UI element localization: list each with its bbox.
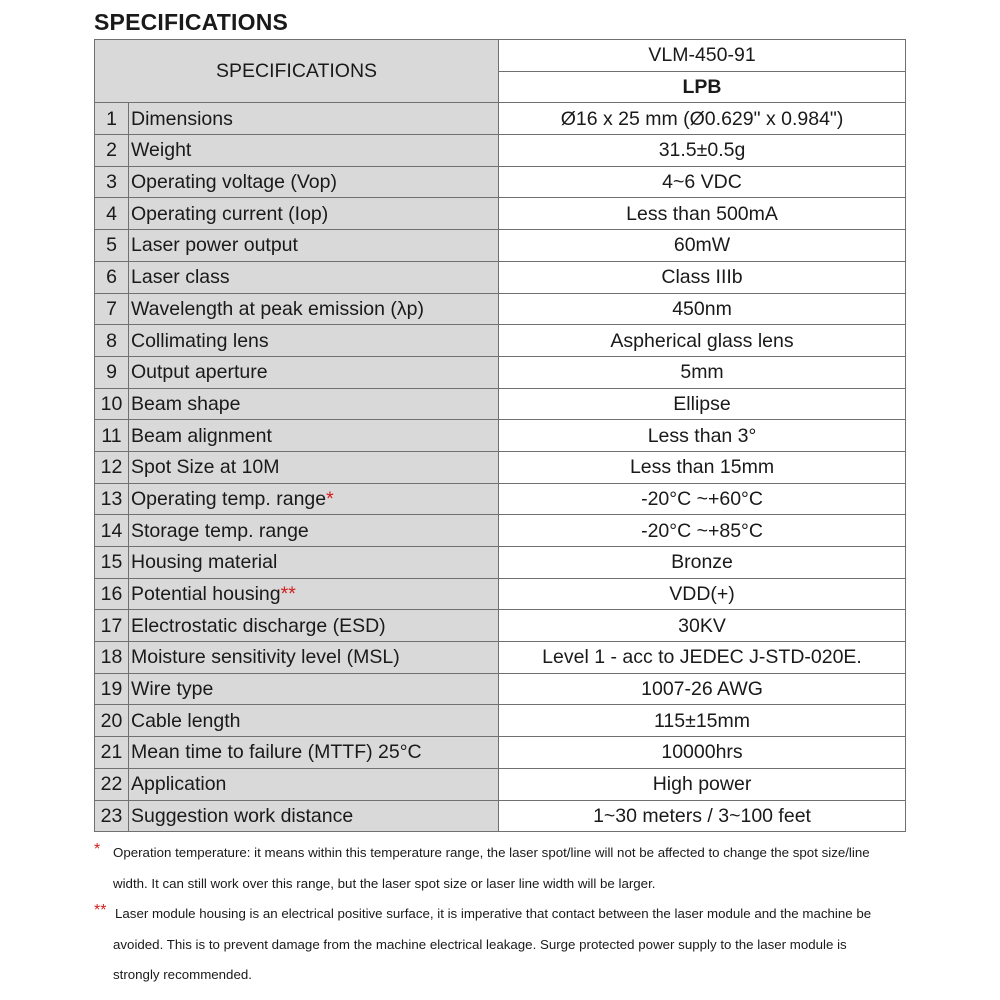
parameter-label: Beam alignment [131,424,272,447]
parameter-value: 4~6 VDC [499,166,906,198]
table-row [95,610,906,642]
row-number: 8 [95,325,129,357]
parameter-value: 1007-26 AWG [499,673,906,705]
row-number: 7 [95,293,129,325]
parameter-label: Collimating lens [131,329,269,352]
row-number: 3 [95,166,129,198]
double-asterisk-mark: ** [94,902,107,919]
parameter-name [129,198,499,230]
parameter-name [129,705,499,737]
table-row [95,230,906,262]
parameter-name [129,261,499,293]
table-row [95,451,906,483]
parameter-label: Operating current (Iop) [131,202,329,225]
row-number: 4 [95,198,129,230]
parameter-name [129,483,499,515]
footnote-marker: ** [280,583,296,606]
row-number: 5 [95,230,129,262]
table-row [95,768,906,800]
parameter-value: -20°C ~+60°C [499,483,906,515]
parameter-label: Wavelength at peak emission (λp) [131,297,424,320]
parameter-label: Storage temp. range [131,519,309,542]
parameter-value: 60mW [499,230,906,262]
parameter-label: Suggestion work distance [131,804,354,827]
row-number: 10 [95,388,129,420]
table-row [95,800,906,832]
row-number: 13 [95,483,129,515]
parameter-name [129,673,499,705]
parameter-value: Level 1 - acc to JEDEC J-STD-020E. [499,642,906,674]
footnote-line: width. It can still work over this range, but the laser spot size or laser line width will be larger. [113,875,656,891]
row-number: 21 [95,737,129,769]
parameter-label: Housing material [131,551,278,574]
row-number: 20 [95,705,129,737]
footnote-operation-temp [94,838,904,899]
parameter-name [129,610,499,642]
table-row [95,103,906,135]
footnote-line: strongly recommended. [113,967,252,982]
parameter-name [129,293,499,325]
table-row [95,135,906,167]
table-row [95,547,906,579]
parameter-label: Electrostatic discharge (ESD) [131,614,386,637]
table-row [95,388,906,420]
model-variant: LPB [499,71,906,103]
table-row [95,673,906,705]
parameter-label: Weight [131,139,192,162]
table-row [95,261,906,293]
parameter-value: Bronze [499,547,906,579]
parameter-label: Output aperture [131,361,268,384]
footnotes [94,838,904,991]
parameter-value: 1~30 meters / 3~100 feet [499,800,906,832]
parameter-label: Laser power output [131,234,298,257]
footnote-housing [94,899,904,991]
table-row [95,483,906,515]
specifications-table [94,39,906,832]
parameter-name [129,135,499,167]
table-header-row [95,40,906,72]
row-number: 22 [95,768,129,800]
row-number: 11 [95,420,129,452]
parameter-label: Cable length [131,709,241,732]
parameter-name [129,451,499,483]
parameter-value: 5mm [499,356,906,388]
page-title: SPECIFICATIONS [94,9,289,35]
model-number: VLM-450-91 [499,40,906,72]
parameter-label: Dimensions [131,107,233,130]
parameter-value: -20°C ~+85°C [499,515,906,547]
row-number: 15 [95,547,129,579]
parameter-value: Less than 3° [499,420,906,452]
footnote-line: Laser module housing is an electrical positive surface, it is imperative that contact between the laser module and the machine be [115,906,872,921]
parameter-value: Aspherical glass lens [499,325,906,357]
parameter-name [129,166,499,198]
table-row [95,325,906,357]
row-number: 14 [95,515,129,547]
parameter-label: Wire type [131,678,214,701]
parameter-label: Application [131,773,227,796]
table-row [95,166,906,198]
parameter-value: 10000hrs [499,737,906,769]
row-number: 18 [95,642,129,674]
parameter-name [129,768,499,800]
parameter-label: Operating temp. range [131,487,327,510]
parameter-label: Moisture sensitivity level (MSL) [131,646,400,669]
parameter-name [129,642,499,674]
parameter-value: Class IIIb [499,261,906,293]
row-number: 2 [95,135,129,167]
table-row [95,705,906,737]
table-row [95,293,906,325]
row-number: 23 [95,800,129,832]
row-number: 6 [95,261,129,293]
parameter-name [129,356,499,388]
table-row [95,578,906,610]
parameter-value: Ellipse [499,388,906,420]
parameter-label: Potential housing [131,583,281,606]
parameter-name [129,230,499,262]
parameter-label: Beam shape [131,392,241,415]
parameter-value: High power [499,768,906,800]
parameter-name [129,578,499,610]
row-number: 16 [95,578,129,610]
parameter-label: Operating voltage (Vop) [131,171,337,194]
parameter-label: Laser class [131,266,230,289]
parameter-value: Ø16 x 25 mm (Ø0.629" x 0.984") [499,103,906,135]
parameter-label: Spot Size at 10M [131,456,280,479]
parameter-value: Less than 500mA [499,198,906,230]
row-number: 17 [95,610,129,642]
footnote-marker: * [326,487,334,510]
footnote-line: Operation temperature: it means within this temperature range, the laser spot/line will not be affected to change the spot size/line [113,845,870,860]
footnote-line: avoided. This is to prevent damage from the machine electrical leakage. Surge protected power supply to the laser module is [113,936,847,952]
table-header-label: SPECIFICATIONS [95,40,499,103]
parameter-name [129,325,499,357]
asterisk-mark: * [94,841,101,858]
parameter-value: VDD(+) [499,578,906,610]
table-row [95,420,906,452]
row-number: 19 [95,673,129,705]
table-row [95,356,906,388]
row-number: 9 [95,356,129,388]
parameter-name [129,737,499,769]
parameter-name [129,800,499,832]
parameter-value: 450nm [499,293,906,325]
table-row [95,198,906,230]
parameter-name [129,103,499,135]
row-number: 1 [95,103,129,135]
parameter-value: 31.5±0.5g [499,135,906,167]
table-row [95,515,906,547]
parameter-name [129,420,499,452]
table-row [95,642,906,674]
parameter-value: Less than 15mm [499,451,906,483]
parameter-name [129,547,499,579]
table-row [95,737,906,769]
parameter-name [129,388,499,420]
parameter-value: 115±15mm [499,705,906,737]
parameter-value: 30KV [499,610,906,642]
parameter-name [129,515,499,547]
parameter-label: Mean time to failure (MTTF) 25°C [131,741,422,764]
row-number: 12 [95,451,129,483]
